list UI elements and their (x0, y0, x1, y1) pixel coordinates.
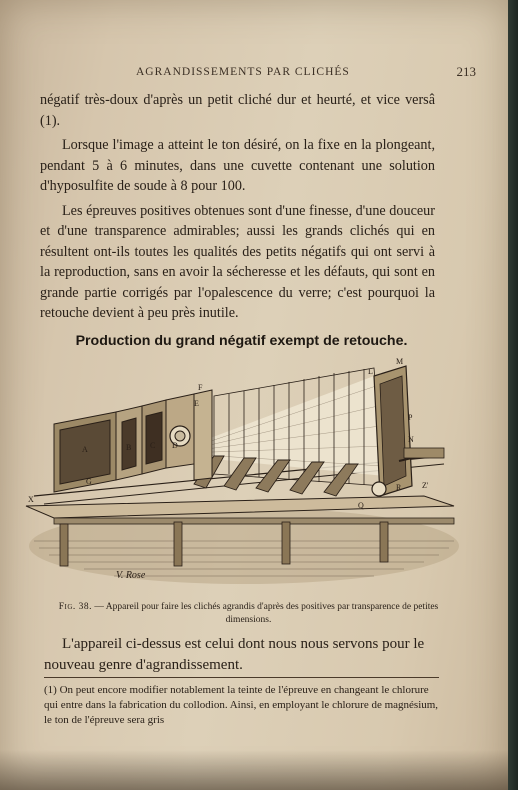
letter-a: A (82, 445, 88, 454)
letter-r: R (396, 483, 402, 492)
footnote: (1) On peut encore modifier notablement la teinte de l'épreuve en changeant le chlorure qui entre dans la fabrication du collodion. Ainsi, en employant le chlorure de magnésium, le ton de l'épreuve sera gris (44, 684, 439, 726)
letter-z-prime: Z' (422, 481, 429, 490)
paragraph-2: Lorsque l'image a atteint le ton désiré, on la fixe en la plongeant, pendant 5 à 6 minutes, dans une cuvette contenant une solution d'hyposulfite de soude à 8 pour 100. (40, 137, 435, 194)
running-title: AGRANDISSEMENTS PAR CLICHÉS (136, 66, 350, 78)
figure-label: Fig. 38. (58, 602, 93, 612)
letter-d: D (172, 441, 178, 450)
body-text (40, 90, 435, 328)
letter-x: X (28, 495, 34, 504)
paragraph-after-figure: L'appareil ci-dessus est celui dont nous nous servons pour le nouveau genre d'agrandissement. (44, 636, 425, 673)
footnote-divider (44, 677, 439, 678)
section-title: Production du grand négatif exempt de retouche. (75, 333, 408, 349)
letter-m: M (396, 357, 404, 366)
letter-b: B (126, 443, 132, 452)
page-shadow (0, 750, 510, 790)
letter-f: F (198, 383, 203, 392)
letter-q: Q (358, 501, 364, 510)
engraver-signature: V. Rose (116, 570, 146, 581)
running-header (136, 66, 476, 78)
figure-caption (46, 601, 451, 627)
letter-n: N (408, 435, 414, 444)
paragraph-1: négatif très-doux d'après un petit cliché dur et heurté, et vice versâ (1). (40, 92, 435, 129)
caption-text: — Appareil pour faire les clichés agrandis d'après des positives par transparence de petites dimensions. (94, 602, 439, 625)
wheel (372, 482, 386, 496)
book-cover-edge (508, 0, 518, 790)
front-boxes (54, 390, 212, 492)
page-number: 213 (456, 64, 476, 79)
letter-e: E (194, 399, 199, 408)
apparatus-illustration (24, 356, 464, 596)
letter-p: P (408, 413, 413, 422)
table-edge (54, 518, 454, 524)
paragraph-3: Les épreuves positives obtenues sont d'une finesse, d'une douceur et d'une transparence admirables; aussi les grands clichés qui en résultent ont-ils toutes les qualités des petits négatifs qui ont servi à la reproduction, sans en avoir la sécheresse et les défauts, qui sont en grande partie corrigés par l'opalescence du verre; c'est pourquoi la retouche devient à peu près inutile. (40, 202, 435, 321)
letter-c: C (150, 441, 156, 450)
screen-glass (380, 376, 406, 486)
letter-g: G (86, 477, 92, 486)
slide (404, 448, 444, 458)
letter-l: L (368, 367, 373, 376)
